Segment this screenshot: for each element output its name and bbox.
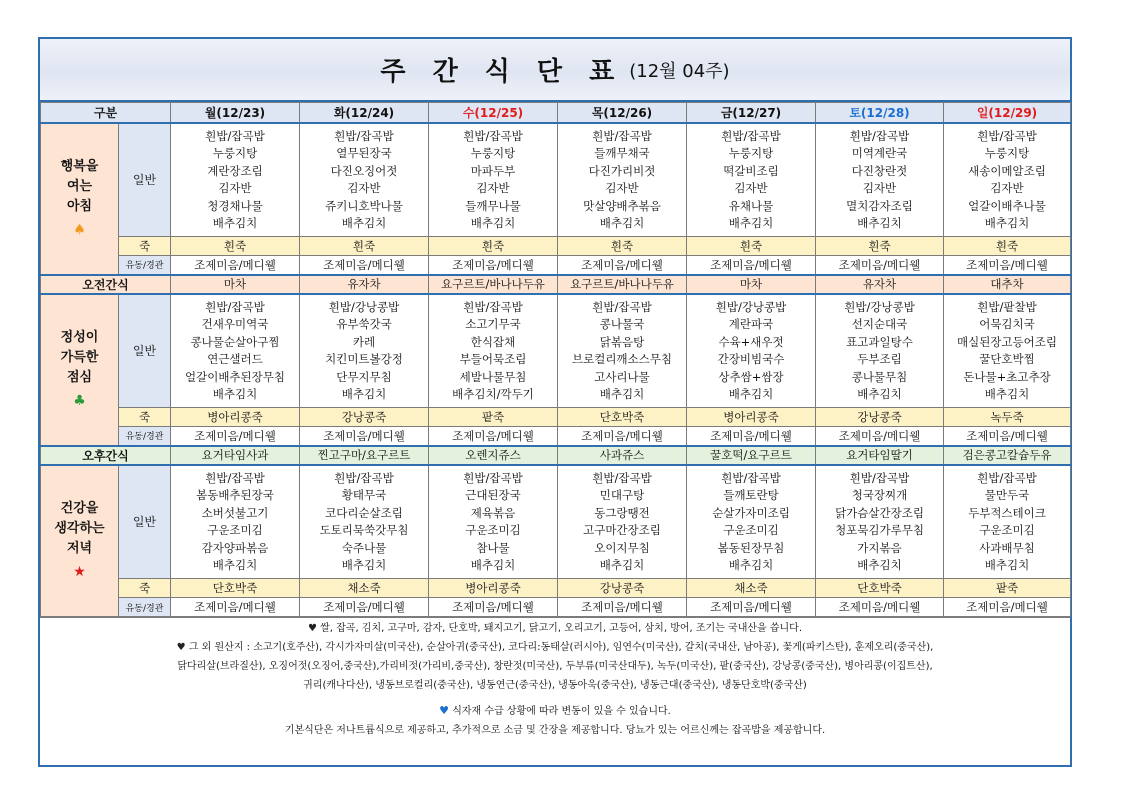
porridge-cell: 팥죽 [429, 408, 558, 427]
breakfast-liquid-row [41, 256, 1071, 275]
day-menu-cell [558, 123, 687, 237]
menu-item: 흰밥/잡곡밥 [334, 471, 394, 486]
notes-section [40, 617, 1070, 740]
menu-item: 쥬키니호박나물 [325, 198, 403, 213]
menu-item: 봄동된장무침 [717, 540, 785, 555]
menu-item: 미역계란국 [851, 146, 908, 161]
snack-cell: 꿀호떡/요구르트 [687, 446, 816, 465]
menu-item: 배추김치 [599, 216, 645, 231]
meal-label-line: 점심 [66, 370, 93, 385]
menu-item: 소버섯불고기 [201, 505, 269, 520]
snack-cell: 유자차 [300, 275, 429, 294]
menu-item: 흰밥/잡곡밥 [463, 471, 523, 486]
liquid-cell: 조제미음/메디웰 [816, 256, 944, 275]
menu-item: 흰밥/잡곡밥 [334, 129, 394, 144]
menu-item: 한식잡채 [470, 334, 516, 349]
menu-item: 유채나물 [728, 198, 774, 213]
menu-item: 흰밥/잡곡밥 [205, 471, 265, 486]
menu-item: 흰밥/잡곡밥 [849, 471, 910, 486]
menu-item: 숙주나물 [341, 540, 387, 555]
porridge-cell: 병아리콩죽 [687, 408, 816, 427]
menu-item: 표고과일탕수 [846, 334, 913, 349]
porridge-cell: 병아리콩죽 [429, 579, 558, 598]
menu-item: 구운조미김 [207, 523, 263, 538]
menu-item: 배추김치 [857, 216, 902, 231]
day-menu-cell [429, 123, 558, 237]
menu-item: 닭볶음탕 [599, 334, 645, 349]
day-menu-cell [944, 465, 1071, 579]
menu-item: 배추김치 [728, 387, 774, 402]
menu-item: 구운조미김 [979, 523, 1035, 538]
menu-item: 흰밥/강낭콩밥 [715, 300, 787, 315]
snack-cell: 검은콩고칼슘두유 [944, 446, 1071, 465]
porridge-cell: 흰죽 [429, 237, 558, 256]
meal-label-line: 아침 [66, 199, 93, 214]
menu-item: 제육볶음 [470, 505, 516, 520]
menu-item: 카레 [352, 334, 376, 349]
menu-sheet [38, 37, 1072, 767]
snack-cell: 찐고구마/요구르트 [300, 446, 429, 465]
menu-item: 누룽지탕 [984, 146, 1030, 161]
heart-icon: ♥ [176, 642, 186, 653]
menu-item: 흰밥/잡곡밥 [592, 471, 652, 486]
day-menu-cell [687, 465, 816, 579]
page-title: 주 간 식 단 표 [380, 57, 624, 87]
category-header: 구분 [41, 103, 171, 123]
day-menu-cell [171, 123, 300, 237]
porridge-cell: 채소죽 [687, 579, 816, 598]
menu-item: 단무지무침 [336, 369, 392, 384]
origin-other-note: 귀리(캐나다산), 냉동브로컬리(중국산), 냉동연근(중국산), 냉동아욱(중국산), 냉동근대(중국산), 냉동단호박(중국산) [303, 680, 807, 691]
lunch-liquid-row [41, 427, 1071, 446]
meal-label-line: 건강을 [60, 501, 99, 517]
snack-cell: 마차 [687, 275, 816, 294]
liquid-cell: 조제미음/메디웰 [300, 598, 429, 617]
menu-item: 배추김치 [341, 558, 387, 573]
liquid-cell: 조제미음/메디웰 [429, 427, 558, 446]
porridge-cell: 녹두죽 [944, 408, 1071, 427]
menu-item: 근대된장국 [465, 488, 521, 503]
liquid-cell: 조제미음/메디웰 [558, 598, 687, 617]
day-header: 목(12/26) [558, 103, 687, 123]
liquid-cell: 조제미음/메디웰 [558, 256, 687, 275]
snack-cell: 사과쥬스 [558, 446, 687, 465]
week-label: (12월 04주) [629, 60, 730, 82]
meal-label-line: 행복을 [60, 159, 99, 174]
meal-label-line: 저녁 [66, 541, 93, 557]
menu-item: 얼갈이배추된장무침 [185, 369, 285, 384]
porridge-cell: 단호박죽 [558, 408, 687, 427]
menu-item: 구운조미김 [465, 523, 521, 538]
header-row [41, 103, 1071, 123]
snack-cell: 요구르트/바나나두유 [558, 275, 687, 294]
change-notice: ♥ 식자재 수급 상황에 따라 변동이 있을 수 있습니다. [439, 704, 671, 717]
menu-item: 배추김치 [341, 387, 387, 402]
menu-item: 배추김치 [984, 558, 1030, 573]
menu-item: 누룽지탕 [728, 146, 774, 161]
menu-item: 흰밥/잡곡밥 [463, 129, 523, 144]
menu-item: 흰밥/잡곡밥 [849, 129, 910, 144]
menu-item: 들깨토란탕 [723, 488, 779, 503]
porridge-cell: 강낭콩죽 [816, 408, 944, 427]
liquid-cell: 조제미음/메디웰 [816, 598, 944, 617]
diet-notice: 기본식단은 저나트륨식으로 제공하고, 추가적으로 소금 및 간장을 제공합니다. 당뇨가 있는 어르신께는 잡곡밥을 제공합니다. [284, 725, 826, 736]
breakfast-general-row [41, 123, 1071, 237]
menu-item: 배추김치 [212, 216, 258, 231]
menu-item: 사과배무침 [979, 540, 1035, 555]
menu-item: 흰밥/잡곡밥 [205, 300, 265, 315]
menu-item: 유부쑥갓국 [336, 317, 392, 332]
porridge-label: 죽 [119, 237, 171, 256]
menu-item: 어묵김치국 [979, 317, 1035, 332]
snack-cell: 대추차 [944, 275, 1071, 294]
menu-item: 고사리나물 [594, 369, 650, 384]
lunch-label [41, 294, 119, 446]
day-menu-cell [944, 123, 1071, 237]
menu-item: 맛살양배추볶음 [583, 198, 661, 213]
menu-item: 부들어묵조림 [459, 352, 527, 367]
day-menu-cell [816, 123, 944, 237]
porridge-cell: 흰죽 [687, 237, 816, 256]
day-menu-cell [687, 294, 816, 408]
general-label: 일반 [119, 294, 171, 408]
porridge-cell: 채소죽 [300, 579, 429, 598]
meal-label-line: 생각하는 [54, 521, 105, 537]
porridge-cell: 흰죽 [944, 237, 1071, 256]
liquid-label: 유동/경관 [119, 598, 171, 617]
day-menu-cell [429, 294, 558, 408]
menu-item: 계란장조림 [207, 163, 263, 178]
snack-cell: 유자차 [816, 275, 944, 294]
meal-label-line: 여는 [66, 179, 93, 194]
menu-item: 소고기무국 [465, 317, 521, 332]
day-menu-cell [944, 294, 1071, 408]
menu-item: 김자반 [347, 181, 381, 196]
menu-item: 들깨무채국 [594, 146, 650, 161]
menu-item: 청포묵김가루무침 [835, 523, 924, 538]
liquid-cell: 조제미음/메디웰 [171, 256, 300, 275]
menu-item: 배추김치 [599, 558, 645, 573]
menu-item: 민대구탕 [599, 488, 645, 503]
origin-main-note: ♥ 쌀, 잡곡, 김치, 고구마, 감자, 단호박, 돼지고기, 닭고기, 오리고기, 고등어, 삼치, 방어, 조기는 국내산을 씁니다. [307, 623, 803, 634]
menu-item: 순살가자미조림 [712, 505, 790, 520]
day-menu-cell [429, 465, 558, 579]
liquid-cell: 조제미음/메디웰 [558, 427, 687, 446]
menu-item: 상추쌈+쌈장 [718, 369, 784, 384]
origin-other-note: 닭다리살(브라질산), 오징어젓(오징어,중국산),가리비젓(가리비,중국산), 창란젓(미국산), 두부류(미국산대두), 녹두(미국산), 팥(중국산), 강낭콩(중국산), 병아리콩(이집트산), [177, 661, 933, 672]
dinner-general-row [41, 465, 1071, 579]
menu-item: 간장비빔국수 [717, 352, 785, 367]
liquid-cell: 조제미음/메디웰 [171, 427, 300, 446]
porridge-label: 죽 [119, 408, 171, 427]
menu-item: 코다리순살조림 [325, 505, 403, 520]
menu-item: 새송이메알조림 [968, 163, 1046, 178]
general-label: 일반 [119, 123, 171, 237]
dinner-label [41, 465, 119, 617]
heart-icon: ♥ [307, 623, 317, 634]
am_snack-label: 오전간식 [41, 275, 171, 294]
day-menu-cell [687, 123, 816, 237]
menu-item: 김자반 [862, 181, 897, 196]
day-menu-cell [300, 294, 429, 408]
menu-item: 감자양파볶음 [201, 540, 269, 555]
menu-item: 배추김치 [212, 387, 258, 402]
menu-item: 다진오징어젓 [330, 163, 398, 178]
menu-item: 흰밥/강낭콩밥 [328, 300, 400, 315]
menu-item: 닭가슴살간장조림 [835, 505, 924, 520]
menu-item: 동그랑땡전 [594, 505, 650, 520]
liquid-label: 유동/경관 [119, 256, 171, 275]
heart-icon: ♥ [439, 704, 450, 717]
snack-cell: 요거타임딸기 [816, 446, 944, 465]
menu-item: 들깨무나물 [465, 198, 521, 213]
snack-cell: 오렌지쥬스 [429, 446, 558, 465]
menu-item: 김자반 [476, 181, 510, 196]
day-header: 수(12/25) [429, 103, 558, 123]
day-menu-cell [816, 465, 944, 579]
porridge-cell: 흰죽 [171, 237, 300, 256]
spade-icon: ♠ [73, 222, 86, 238]
menu-item: 흰밥/잡곡밥 [592, 129, 652, 144]
menu-item: 마파두부 [470, 163, 516, 178]
menu-item: 콩나물국 [599, 317, 645, 332]
menu-item: 콩나물순살아구찜 [190, 334, 280, 349]
menu-item: 얼갈이배추나물 [968, 198, 1046, 213]
day-menu-cell [171, 465, 300, 579]
menu-item: 치킨미트볼강정 [325, 352, 403, 367]
menu-item: 김자반 [990, 181, 1024, 196]
menu-item: 흰밥/팥찰밥 [977, 300, 1037, 315]
menu-item: 배추김치 [857, 558, 902, 573]
day-menu-cell [558, 294, 687, 408]
pm_snack-row [41, 446, 1071, 465]
menu-item: 배추김치 [599, 387, 645, 402]
day-header: 화(12/24) [300, 103, 429, 123]
club-icon: ♣ [73, 393, 86, 409]
menu-item: 황태무국 [341, 488, 387, 503]
menu-item: 세발나물무침 [459, 369, 527, 384]
pm_snack-label: 오후간식 [41, 446, 171, 465]
menu-item: 김자반 [605, 181, 639, 196]
menu-item: 건새우미역국 [201, 317, 269, 332]
liquid-cell: 조제미음/메디웰 [944, 256, 1071, 275]
menu-item: 선지순대국 [851, 317, 908, 332]
porridge-cell: 흰죽 [816, 237, 944, 256]
menu-item: 김자반 [218, 181, 252, 196]
menu-item: 봄동배추된장국 [196, 488, 274, 503]
menu-item: 열무된장국 [336, 146, 392, 161]
menu-item: 흰밥/강낭콩밥 [844, 300, 915, 315]
menu-item: 매실된장고등어조림 [957, 334, 1057, 349]
day-header: 토(12/28) [816, 103, 944, 123]
porridge-cell: 단호박죽 [171, 579, 300, 598]
am_snack-row [41, 275, 1071, 294]
menu-item: 고구마간장조림 [583, 523, 661, 538]
porridge-cell: 병아리콩죽 [171, 408, 300, 427]
weekly-menu-table [40, 102, 1071, 617]
liquid-cell: 조제미음/메디웰 [944, 427, 1071, 446]
menu-item: 멸치감자조림 [846, 198, 913, 213]
menu-item: 오이지무침 [594, 540, 650, 555]
menu-item: 흰밥/잡곡밥 [592, 300, 652, 315]
liquid-cell: 조제미음/메디웰 [300, 256, 429, 275]
menu-item: 배추김치 [984, 387, 1030, 402]
liquid-cell: 조제미음/메디웰 [171, 598, 300, 617]
menu-item: 청국장찌개 [851, 488, 908, 503]
snack-cell: 마차 [171, 275, 300, 294]
liquid-cell: 조제미음/메디웰 [429, 256, 558, 275]
day-menu-cell [171, 294, 300, 408]
porridge-label: 죽 [119, 579, 171, 598]
menu-item: 배추김치 [470, 558, 516, 573]
menu-item: 수육+새우젓 [718, 334, 784, 349]
menu-item: 꿀단호박찜 [979, 352, 1035, 367]
menu-item: 두부조림 [857, 352, 902, 367]
origin-other-note: ♥ 그 외 원산지 : 소고기(호주산), 각시가자미살(미국산), 순살아귀(중국산), 코다리:동태살(러시아), 임연수(미국산), 갈치(국내산, 남아공), 꽃게(파키스탄), 훈제오리(중국산), [176, 642, 934, 653]
liquid-cell: 조제미음/메디웰 [816, 427, 944, 446]
menu-item: 배추김치 [857, 387, 902, 402]
liquid-cell: 조제미음/메디웰 [687, 598, 816, 617]
porridge-cell: 팥죽 [944, 579, 1071, 598]
dinner-porridge-row [41, 579, 1071, 598]
liquid-label: 유동/경관 [119, 427, 171, 446]
day-header: 월(12/23) [171, 103, 300, 123]
breakfast-label [41, 123, 119, 275]
menu-item: 배추김치/깍두기 [452, 387, 534, 402]
menu-item: 흰밥/잡곡밥 [977, 129, 1037, 144]
day-menu-cell [558, 465, 687, 579]
menu-item: 배추김치 [728, 216, 774, 231]
snack-cell: 요구르트/바나나두유 [429, 275, 558, 294]
breakfast-porridge-row [41, 237, 1071, 256]
liquid-cell: 조제미음/메디웰 [687, 256, 816, 275]
menu-item: 다진가리비젓 [588, 163, 656, 178]
snack-cell: 요거타임사과 [171, 446, 300, 465]
title-bar [40, 39, 1070, 102]
menu-item: 구운조미김 [723, 523, 779, 538]
menu-item: 배추김치 [470, 216, 516, 231]
lunch-general-row [41, 294, 1071, 408]
dinner-liquid-row [41, 598, 1071, 617]
day-menu-cell [300, 123, 429, 237]
menu-item: 흰밥/잡곡밥 [977, 471, 1037, 486]
day-menu-cell [816, 294, 944, 408]
menu-item: 누룽지탕 [212, 146, 258, 161]
menu-item: 연근샐러드 [207, 352, 263, 367]
menu-item: 배추김치 [728, 558, 774, 573]
meal-label-line: 가득한 [60, 350, 99, 365]
liquid-cell: 조제미음/메디웰 [429, 598, 558, 617]
liquid-cell: 조제미음/메디웰 [300, 427, 429, 446]
porridge-cell: 단호박죽 [816, 579, 944, 598]
menu-item: 흰밥/잡곡밥 [463, 300, 523, 315]
day-header: 일(12/29) [944, 103, 1071, 123]
menu-item: 도토리묵쑥갓무침 [319, 523, 409, 538]
liquid-cell: 조제미음/메디웰 [687, 427, 816, 446]
menu-item: 두부적스테이크 [968, 505, 1046, 520]
menu-item: 떡갈비조림 [723, 163, 779, 178]
porridge-cell: 흰죽 [558, 237, 687, 256]
menu-item: 물만두국 [984, 488, 1030, 503]
porridge-cell: 강낭콩죽 [300, 408, 429, 427]
menu-item: 배추김치 [984, 216, 1030, 231]
menu-item: 다진창란젓 [851, 163, 908, 178]
menu-item: 브로컬리깨소스무침 [572, 352, 672, 367]
star-icon: ★ [73, 564, 86, 581]
menu-item: 흰밥/잡곡밥 [721, 471, 781, 486]
menu-item: 누룽지탕 [470, 146, 516, 161]
menu-item: 가지볶음 [857, 540, 902, 555]
menu-item: 김자반 [734, 181, 768, 196]
menu-item: 청경채나물 [207, 198, 263, 213]
menu-item: 계란파국 [728, 317, 774, 332]
menu-item: 참나물 [476, 540, 510, 555]
menu-item: 흰밥/잡곡밥 [721, 129, 781, 144]
menu-item: 돈나물+초고추장 [963, 369, 1051, 384]
menu-item: 콩나물무침 [851, 369, 908, 384]
menu-item: 배추김치 [212, 558, 258, 573]
porridge-cell: 흰죽 [300, 237, 429, 256]
porridge-cell: 강낭콩죽 [558, 579, 687, 598]
lunch-porridge-row [41, 408, 1071, 427]
day-menu-cell [300, 465, 429, 579]
day-header: 금(12/27) [687, 103, 816, 123]
menu-item: 배추김치 [341, 216, 387, 231]
general-label: 일반 [119, 465, 171, 579]
liquid-cell: 조제미음/메디웰 [944, 598, 1071, 617]
menu-item: 흰밥/잡곡밥 [205, 129, 265, 144]
meal-label-line: 정성이 [60, 330, 99, 345]
